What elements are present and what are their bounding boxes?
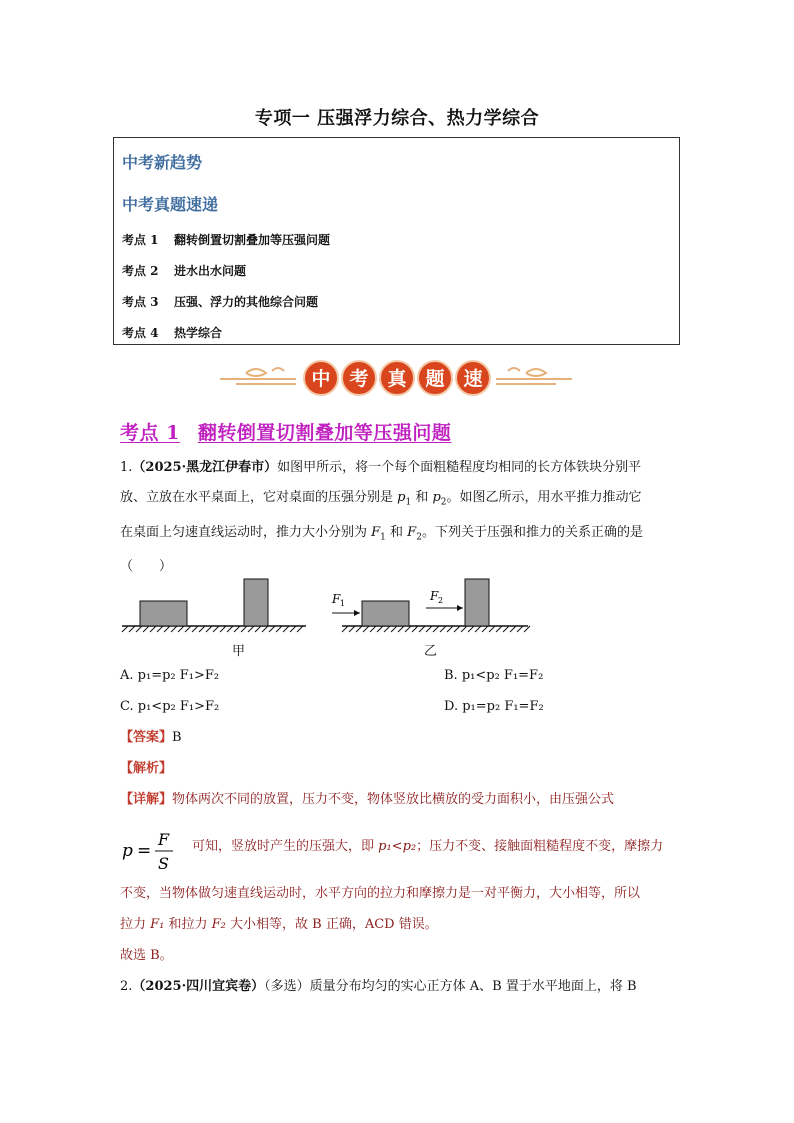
toc-item-label: 翻转倒置切割叠加等压强问题 xyxy=(174,233,331,247)
toc-item-label: 进水出水问题 xyxy=(174,264,247,278)
option-d[interactable] xyxy=(444,699,544,714)
question-text: 在桌面上匀速直线运动时，推力大小分别为 xyxy=(120,524,372,540)
question-index: 2. xyxy=(120,979,133,994)
ground-hatch xyxy=(496,626,502,632)
section-num: 考点 1 xyxy=(120,422,180,444)
question-source: （2025·黑龙江伊春市） xyxy=(132,460,278,475)
ground-hatch xyxy=(129,626,135,632)
ground-hatch xyxy=(426,626,432,632)
toc-item-num: 考点 1 xyxy=(122,233,159,247)
ground-hatch xyxy=(164,626,170,632)
question-text: 。如图乙所示，用水平推力推动它 xyxy=(446,490,642,505)
label-f1-sub: 1 xyxy=(340,599,346,608)
toc-item-3[interactable] xyxy=(122,293,318,310)
question-1-line-2 xyxy=(120,483,680,518)
analysis-line xyxy=(120,754,680,784)
ground-hatch xyxy=(283,626,289,632)
ground-hatch xyxy=(213,626,219,632)
ground-hatch xyxy=(419,626,425,632)
question-text: 和 xyxy=(385,524,408,540)
var-f: F xyxy=(407,524,417,540)
arrow-head-icon xyxy=(354,610,360,616)
answer-tag: 【答案】 xyxy=(120,730,173,745)
section-title xyxy=(120,418,451,445)
banner-ornament-right xyxy=(496,368,572,384)
banner-char: 中 xyxy=(311,368,331,390)
ground-hatch xyxy=(517,626,523,632)
toc-box xyxy=(113,137,680,345)
question-text: 如图甲所示，将一个每个面粗糙程度均相同的长方体铁块分别平 xyxy=(277,460,642,475)
ground-hatch xyxy=(391,626,397,632)
option-text: p₁<p₂ F₁=F₂ xyxy=(461,668,544,683)
detail-text: 大小相等，故 B 正确，ACD 错误。 xyxy=(225,917,438,932)
ground-hatch xyxy=(440,626,446,632)
ground-hatch xyxy=(482,626,488,632)
answer-value: B xyxy=(172,730,182,745)
ground-hatch xyxy=(363,626,369,632)
banner-char: 真 xyxy=(387,368,407,390)
ground-hatch xyxy=(398,626,404,632)
ground-hatch xyxy=(178,626,184,632)
banner-ornament-left xyxy=(220,368,296,384)
option-text: p₁=p₂ F₁>F₂ xyxy=(137,668,220,683)
var-p: p xyxy=(432,490,441,505)
ground-hatch xyxy=(384,626,390,632)
ground-hatch xyxy=(412,626,418,632)
analysis-tag: 【解析】 xyxy=(120,761,173,776)
detail-line-2 xyxy=(192,832,682,862)
subscript: 1 xyxy=(405,497,412,508)
formula-p: p xyxy=(122,841,133,861)
ground-hatch xyxy=(248,626,254,632)
detail-line-3: 不变，当物体做匀速直线运动时，水平方向的拉力和摩擦力是一对平衡力，大小相等，所以 xyxy=(120,886,641,901)
question-1-stem xyxy=(120,453,680,582)
formula-numerator: F xyxy=(158,830,170,849)
formula-denominator: S xyxy=(158,854,169,873)
option-text: p₁<p₂ F₁>F₂ xyxy=(137,699,220,714)
block-upright xyxy=(465,579,489,626)
question-source: （2025·四川宜宾卷） xyxy=(132,979,265,994)
conclusion-line: 故选 B。 xyxy=(120,948,173,963)
pressure-formula xyxy=(120,826,190,876)
page-title: 专项一 压强浮力综合、热力学综合 xyxy=(254,108,540,129)
ground-hatch xyxy=(510,626,516,632)
toc-item-num: 考点 3 xyxy=(122,295,159,309)
ground-hatch xyxy=(234,626,240,632)
question-1-line-4: （ ） xyxy=(120,559,173,575)
question-1-line-1 xyxy=(120,453,680,483)
label-f2: F xyxy=(430,589,439,603)
var-f1: F₁ xyxy=(150,917,165,932)
ground-hatch xyxy=(447,626,453,632)
ground-hatch xyxy=(377,626,383,632)
label-f1: F xyxy=(332,592,341,606)
ground-hatch xyxy=(276,626,282,632)
ground-hatch xyxy=(241,626,247,632)
detail-line-1 xyxy=(120,785,680,815)
option-c[interactable] xyxy=(120,699,219,714)
ground-hatch xyxy=(227,626,233,632)
ground-hatch xyxy=(199,626,205,632)
detail-line-4 xyxy=(120,910,680,940)
ground-hatch xyxy=(150,626,156,632)
toc-item-label: 压强、浮力的其他综合问题 xyxy=(174,295,319,309)
var-f2: F₂ xyxy=(211,917,226,932)
question-text: （多选）质量分布均匀的实心正方体 A、B 置于水平地面上，将 B xyxy=(264,979,637,994)
ground-hatch xyxy=(185,626,191,632)
formula-eq: = xyxy=(137,841,152,861)
ground-hatch xyxy=(136,626,142,632)
figure-label-yi: 乙 xyxy=(424,644,438,659)
toc-item-1[interactable] xyxy=(122,231,330,248)
ground-hatch xyxy=(269,626,275,632)
ground-hatch xyxy=(262,626,268,632)
ground-hatch xyxy=(475,626,481,632)
section-label: 翻转倒置切割叠加等压强问题 xyxy=(197,422,452,444)
ground-hatch xyxy=(489,626,495,632)
figure-label-jia: 甲 xyxy=(232,644,246,659)
ground-hatch xyxy=(171,626,177,632)
figure-jia xyxy=(122,579,306,632)
subscript: 2 xyxy=(416,532,422,543)
detail-text: 和拉力 xyxy=(164,917,212,932)
option-letter: D. xyxy=(444,699,459,714)
figure-diagram xyxy=(120,572,540,662)
ground-hatch xyxy=(255,626,261,632)
block-flat xyxy=(140,601,187,626)
block-upright xyxy=(244,579,268,626)
detail-inequality: p₁<p₂ xyxy=(378,839,417,854)
ground-hatch xyxy=(370,626,376,632)
ground-hatch xyxy=(461,626,467,632)
ground-hatch xyxy=(524,626,530,632)
toc-heading-real-questions[interactable]: 中考真题速递 xyxy=(122,195,219,214)
banner-char: 速 xyxy=(463,368,483,390)
option-text: p₁=p₂ F₁=F₂ xyxy=(462,699,544,714)
ground-hatch xyxy=(220,626,226,632)
var-f: F xyxy=(371,524,381,540)
banner-char: 题 xyxy=(425,368,445,390)
answer-line xyxy=(120,723,680,753)
var-p: p xyxy=(397,490,406,505)
block-flat xyxy=(362,601,409,626)
banner-char: 考 xyxy=(349,368,369,390)
toc-item-2[interactable] xyxy=(122,262,246,279)
detail-text: 可知，竖放时产生的压强大，即 xyxy=(192,839,379,854)
ground-hatch xyxy=(342,626,348,632)
option-b[interactable] xyxy=(444,668,543,683)
detail-tag: 【详解】 xyxy=(120,792,173,807)
option-letter: C. xyxy=(120,699,134,714)
arrow-head-icon xyxy=(457,605,463,611)
question-text: 。下列关于压强和推力的关系正确的是 xyxy=(421,524,643,540)
section-banner xyxy=(216,355,576,401)
toc-item-label: 热学综合 xyxy=(174,326,223,340)
ground-hatch xyxy=(157,626,163,632)
ground-hatch xyxy=(192,626,198,632)
ground-hatch xyxy=(290,626,296,632)
question-1-figure xyxy=(120,572,540,662)
ground-hatch xyxy=(143,626,149,632)
ground-hatch xyxy=(433,626,439,632)
toc-item-num: 考点 2 xyxy=(122,264,159,278)
detail-text: 拉力 xyxy=(120,917,151,932)
ground-hatch xyxy=(122,626,128,632)
question-2-stem xyxy=(120,972,680,1002)
ground-hatch xyxy=(297,626,303,632)
toc-item-num: 考点 4 xyxy=(122,326,159,340)
question-text: 和 xyxy=(411,490,433,505)
option-letter: B. xyxy=(444,668,458,683)
ground-hatch xyxy=(503,626,509,632)
ground-hatch xyxy=(349,626,355,632)
toc-item-4[interactable] xyxy=(122,324,222,341)
toc-heading-trend[interactable]: 中考新趋势 xyxy=(122,153,203,172)
label-f2-sub: 2 xyxy=(438,596,444,605)
question-text: 放、立放在水平桌面上，它对桌面的压强分别是 xyxy=(120,490,398,505)
option-a[interactable] xyxy=(120,668,219,683)
subscript: 2 xyxy=(440,497,447,508)
ground-hatch xyxy=(405,626,411,632)
ground-hatch xyxy=(454,626,460,632)
question-1-line-3 xyxy=(120,518,680,553)
detail-text: ；压力不变、接触面粗糙程度不变，摩擦力 xyxy=(416,839,664,854)
subscript: 1 xyxy=(380,532,386,543)
ground-hatch xyxy=(356,626,362,632)
question-index: 1. xyxy=(120,460,133,475)
ground-hatch xyxy=(206,626,212,632)
option-letter: A. xyxy=(120,668,134,683)
figure-yi xyxy=(331,579,530,632)
detail-text: 物体两次不同的放置，压力不变，物体竖放比横放的受力面积小，由压强公式 xyxy=(172,792,615,807)
ground-hatch xyxy=(468,626,474,632)
